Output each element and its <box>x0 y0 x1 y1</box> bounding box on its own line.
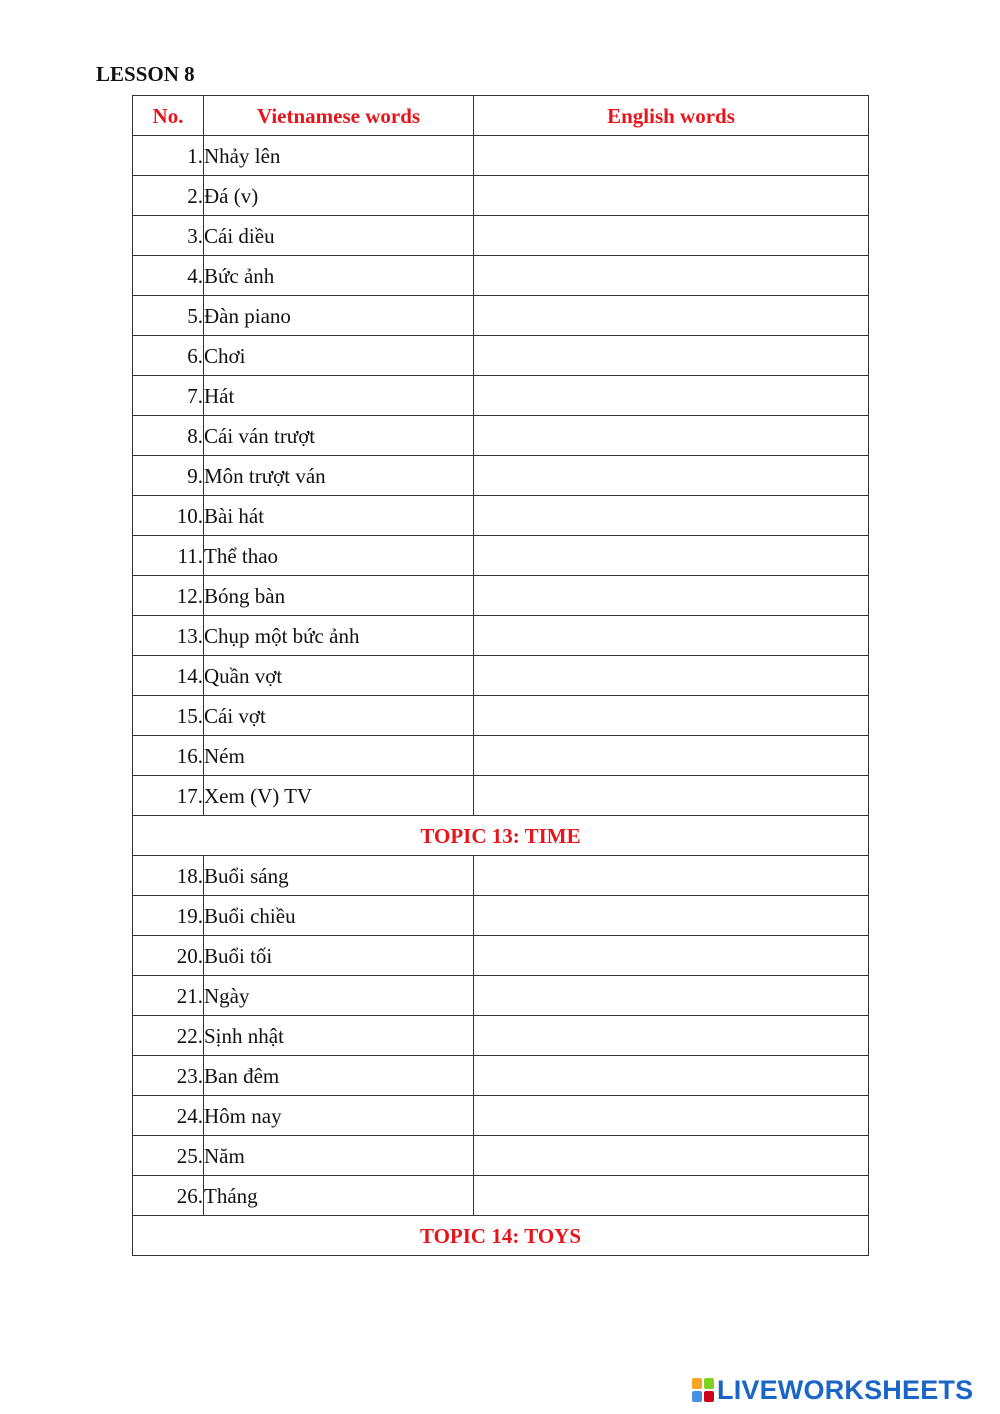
english-answer-field[interactable] <box>474 1096 869 1136</box>
item-number: 14. <box>133 656 204 696</box>
item-number: 25. <box>133 1136 204 1176</box>
table-row <box>133 1136 869 1176</box>
vietnamese-word: Buổi sáng <box>204 856 474 896</box>
vietnamese-word: Bóng bàn <box>204 576 474 616</box>
item-number: 18. <box>133 856 204 896</box>
logo-square-orange <box>692 1378 702 1389</box>
table-row <box>133 456 869 496</box>
table-row <box>133 136 869 176</box>
item-number: 20. <box>133 936 204 976</box>
topic-row <box>133 816 869 856</box>
table-row <box>133 936 869 976</box>
item-number: 8. <box>133 416 204 456</box>
liveworksheets-wordmark: LIVEWORKSHEETS <box>717 1374 974 1405</box>
english-answer-field[interactable] <box>474 376 869 416</box>
liveworksheets-logo <box>692 1373 973 1407</box>
vietnamese-word: Ném <box>204 736 474 776</box>
topic-heading: TOPIC 14: TOYS <box>133 1216 869 1256</box>
vietnamese-word: Chơi <box>204 336 474 376</box>
vietnamese-word: Hát <box>204 376 474 416</box>
item-number: 13. <box>133 616 204 656</box>
item-number: 9. <box>133 456 204 496</box>
item-number: 17. <box>133 776 204 816</box>
item-number: 23. <box>133 1056 204 1096</box>
vietnamese-word: Tháng <box>204 1176 474 1216</box>
table-row <box>133 856 869 896</box>
vietnamese-word: Hôm nay <box>204 1096 474 1136</box>
item-number: 22. <box>133 1016 204 1056</box>
english-answer-field[interactable] <box>474 536 869 576</box>
english-answer-field[interactable] <box>474 616 869 656</box>
table-row <box>133 376 869 416</box>
english-answer-field[interactable] <box>474 696 869 736</box>
liveworksheets-logo-icon <box>692 1378 714 1402</box>
table-row <box>133 656 869 696</box>
item-number: 24. <box>133 1096 204 1136</box>
vietnamese-word: Bức ảnh <box>204 256 474 296</box>
table-row <box>133 1056 869 1096</box>
item-number: 2. <box>133 176 204 216</box>
vietnamese-word: Ban đêm <box>204 1056 474 1096</box>
table-row <box>133 1096 869 1136</box>
item-number: 19. <box>133 896 204 936</box>
item-number: 4. <box>133 256 204 296</box>
item-number: 11. <box>133 536 204 576</box>
vietnamese-word: Xem (V) TV <box>204 776 474 816</box>
vietnamese-word: Buổi tối <box>204 936 474 976</box>
item-number: 15. <box>133 696 204 736</box>
english-answer-field[interactable] <box>474 496 869 536</box>
table-row <box>133 336 869 376</box>
table-row <box>133 696 869 736</box>
table-row <box>133 776 869 816</box>
header-english-words: English words <box>474 96 869 136</box>
logo-square-red <box>704 1391 714 1402</box>
vietnamese-word: Sịnh nhật <box>204 1016 474 1056</box>
table-row <box>133 176 869 216</box>
vocabulary-table <box>132 95 869 1256</box>
item-number: 5. <box>133 296 204 336</box>
table-row <box>133 736 869 776</box>
table-body <box>133 136 869 1256</box>
table-row <box>133 496 869 536</box>
vietnamese-word: Đàn piano <box>204 296 474 336</box>
vietnamese-word: Bài hát <box>204 496 474 536</box>
topic-heading: TOPIC 13: TIME <box>133 816 869 856</box>
english-answer-field[interactable] <box>474 216 869 256</box>
english-answer-field[interactable] <box>474 1056 869 1096</box>
english-answer-field[interactable] <box>474 896 869 936</box>
item-number: 21. <box>133 976 204 1016</box>
english-answer-field[interactable] <box>474 456 869 496</box>
header-vietnamese-words: Vietnamese words <box>204 96 474 136</box>
logo-square-green <box>704 1378 714 1389</box>
table-header-row <box>133 96 869 136</box>
english-answer-field[interactable] <box>474 296 869 336</box>
table-row <box>133 976 869 1016</box>
vietnamese-word: Cái vợt <box>204 696 474 736</box>
vietnamese-word: Cái diều <box>204 216 474 256</box>
table-row <box>133 1176 869 1216</box>
vietnamese-word: Cái ván trượt <box>204 416 474 456</box>
vietnamese-word: Môn trượt ván <box>204 456 474 496</box>
vietnamese-word: Ngày <box>204 976 474 1016</box>
topic-row <box>133 1216 869 1256</box>
vietnamese-word: Năm <box>204 1136 474 1176</box>
item-number: 12. <box>133 576 204 616</box>
english-answer-field[interactable] <box>474 416 869 456</box>
english-answer-field[interactable] <box>474 976 869 1016</box>
english-answer-field[interactable] <box>474 576 869 616</box>
english-answer-field[interactable] <box>474 1176 869 1216</box>
table-row <box>133 416 869 456</box>
english-answer-field[interactable] <box>474 256 869 296</box>
table-row <box>133 296 869 336</box>
english-answer-field[interactable] <box>474 176 869 216</box>
english-answer-field[interactable] <box>474 736 869 776</box>
vietnamese-word: Buổi chiều <box>204 896 474 936</box>
logo-square-blue <box>692 1391 702 1402</box>
english-answer-field[interactable] <box>474 1016 869 1056</box>
table-row <box>133 256 869 296</box>
table-row <box>133 1016 869 1056</box>
item-number: 16. <box>133 736 204 776</box>
vietnamese-word: Đá (v) <box>204 176 474 216</box>
english-answer-field[interactable] <box>474 1136 869 1176</box>
item-number: 6. <box>133 336 204 376</box>
table-row <box>133 216 869 256</box>
table-row <box>133 896 869 936</box>
item-number: 3. <box>133 216 204 256</box>
vietnamese-word: Thể thao <box>204 536 474 576</box>
item-number: 1. <box>133 136 204 176</box>
english-answer-field[interactable] <box>474 336 869 376</box>
english-answer-field[interactable] <box>474 776 869 816</box>
lesson-title: LESSON 8 <box>96 62 195 86</box>
vietnamese-word: Chụp một bức ảnh <box>204 616 474 656</box>
table-row <box>133 576 869 616</box>
table-row <box>133 536 869 576</box>
header-number: No. <box>133 96 204 136</box>
item-number: 26. <box>133 1176 204 1216</box>
item-number: 10. <box>133 496 204 536</box>
vietnamese-word: Nhảy lên <box>204 136 474 176</box>
item-number: 7. <box>133 376 204 416</box>
english-answer-field[interactable] <box>474 936 869 976</box>
table-row <box>133 616 869 656</box>
vietnamese-word: Quần vợt <box>204 656 474 696</box>
english-answer-field[interactable] <box>474 136 869 176</box>
english-answer-field[interactable] <box>474 856 869 896</box>
english-answer-field[interactable] <box>474 656 869 696</box>
